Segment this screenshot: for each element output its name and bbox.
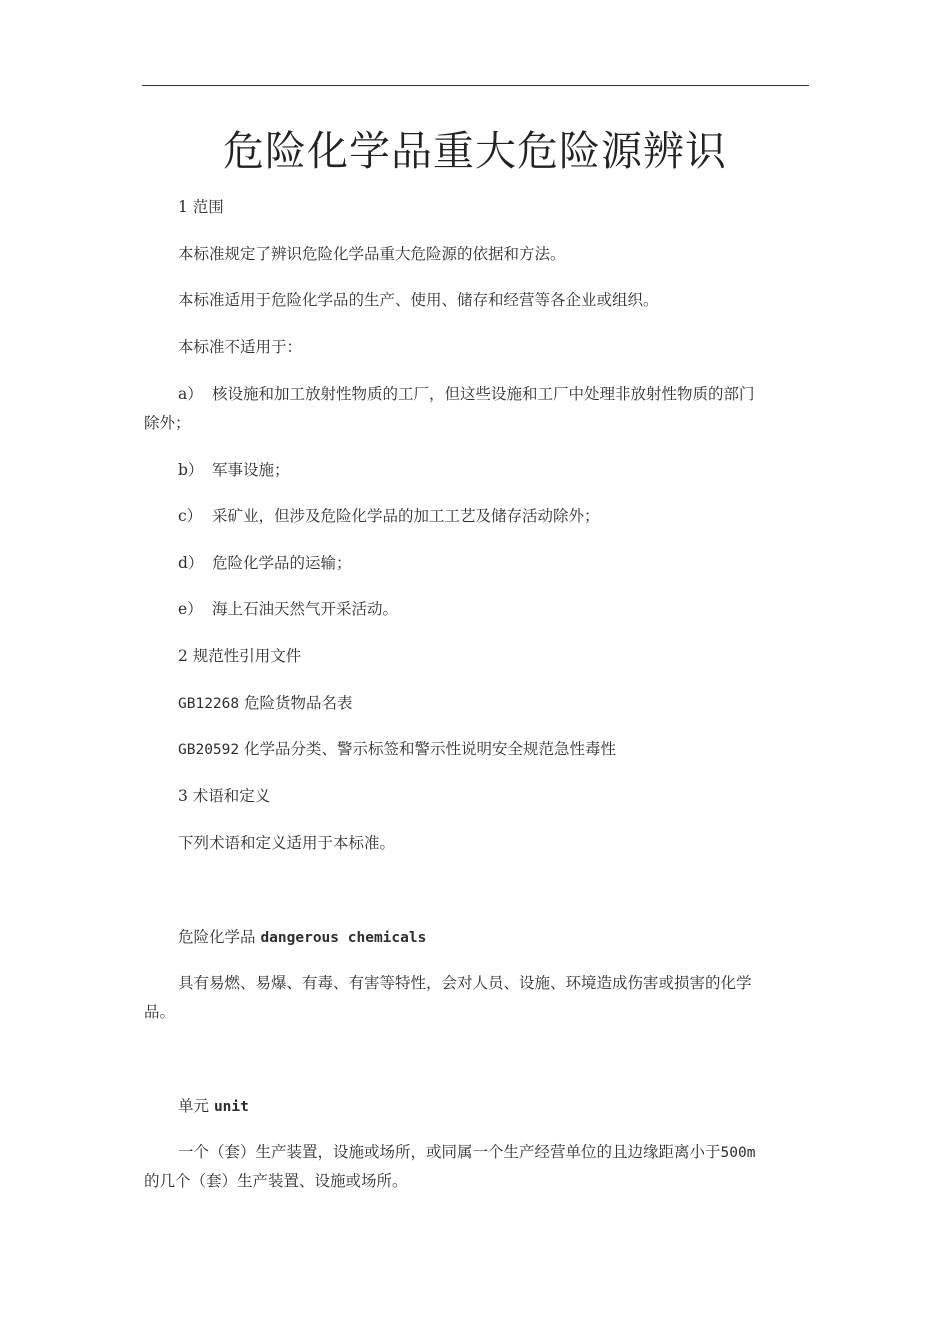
document-title: 危险化学品重大危险源辨识 — [223, 127, 727, 175]
header-rule — [142, 85, 809, 86]
reference-title: 危险货物品名表 — [239, 694, 353, 712]
reference-title: 化学品分类、警示标签和警示性说明安全规范急性毒性 — [239, 740, 617, 758]
paragraph-3: 本标准不适用于： — [178, 338, 303, 356]
reference-1 — [178, 693, 353, 714]
section-2-heading: 2 规范性引用文件 — [178, 647, 302, 665]
list-item-text: 海上石油天然气开采活动。 — [212, 600, 399, 618]
term-2-definition-continuation: 的几个（套）生产装置、设施或场所。 — [144, 1172, 408, 1190]
section-1-heading: 1 范围 — [178, 198, 224, 216]
term-english: unit — [213, 1099, 249, 1115]
term-1-definition: 具有易燃、易爆、有毒、有害等特性，会对人员、设施、环境造成伤害或损害的化学 — [178, 974, 752, 992]
list-marker: b） — [178, 461, 204, 479]
list-item-text: 采矿业，但涉及危险化学品的加工工艺及储存活动除外； — [212, 507, 600, 525]
reference-code: GB12268 — [178, 696, 240, 712]
definition-text: 一个（套）生产装置，设施或场所，或同属一个生产经营单位的且边缘距离小于 — [178, 1143, 721, 1161]
list-item-c — [178, 506, 600, 526]
term-chinese: 危险化学品 — [178, 928, 256, 946]
list-item-text: 军事设施； — [212, 461, 290, 479]
section-3-heading: 3 术语和定义 — [178, 787, 271, 805]
list-marker: d） — [178, 554, 204, 572]
list-item-a-continuation: 除外； — [144, 414, 191, 432]
list-item-d — [178, 553, 352, 573]
list-item-text: 核设施和加工放射性物质的工厂，但这些设施和工厂中处理非放射性物质的部门 — [212, 385, 755, 403]
distance-value: 500m — [720, 1145, 756, 1161]
term-2-heading — [178, 1096, 249, 1117]
term-1-heading — [178, 927, 426, 948]
list-item-a — [178, 384, 755, 404]
list-marker: c） — [178, 507, 203, 525]
paragraph-1: 本标准规定了辨识危险化学品重大危险源的依据和方法。 — [178, 245, 566, 263]
list-item-b — [178, 460, 290, 480]
list-item-text: 危险化学品的运输； — [212, 554, 352, 572]
term-chinese: 单元 — [178, 1097, 210, 1115]
paragraph-4: 下列术语和定义适用于本标准。 — [178, 834, 396, 852]
paragraph-2: 本标准适用于危险化学品的生产、使用、储存和经营等各企业或组织。 — [178, 291, 659, 309]
list-marker: e） — [178, 600, 203, 618]
term-1-definition-continuation: 品。 — [144, 1003, 176, 1021]
term-2-definition — [178, 1142, 755, 1163]
list-item-e — [178, 599, 398, 619]
reference-2 — [178, 739, 616, 760]
list-marker: a） — [178, 385, 203, 403]
reference-code: GB20592 — [178, 742, 240, 758]
term-english: dangerous chemicals — [260, 930, 427, 946]
